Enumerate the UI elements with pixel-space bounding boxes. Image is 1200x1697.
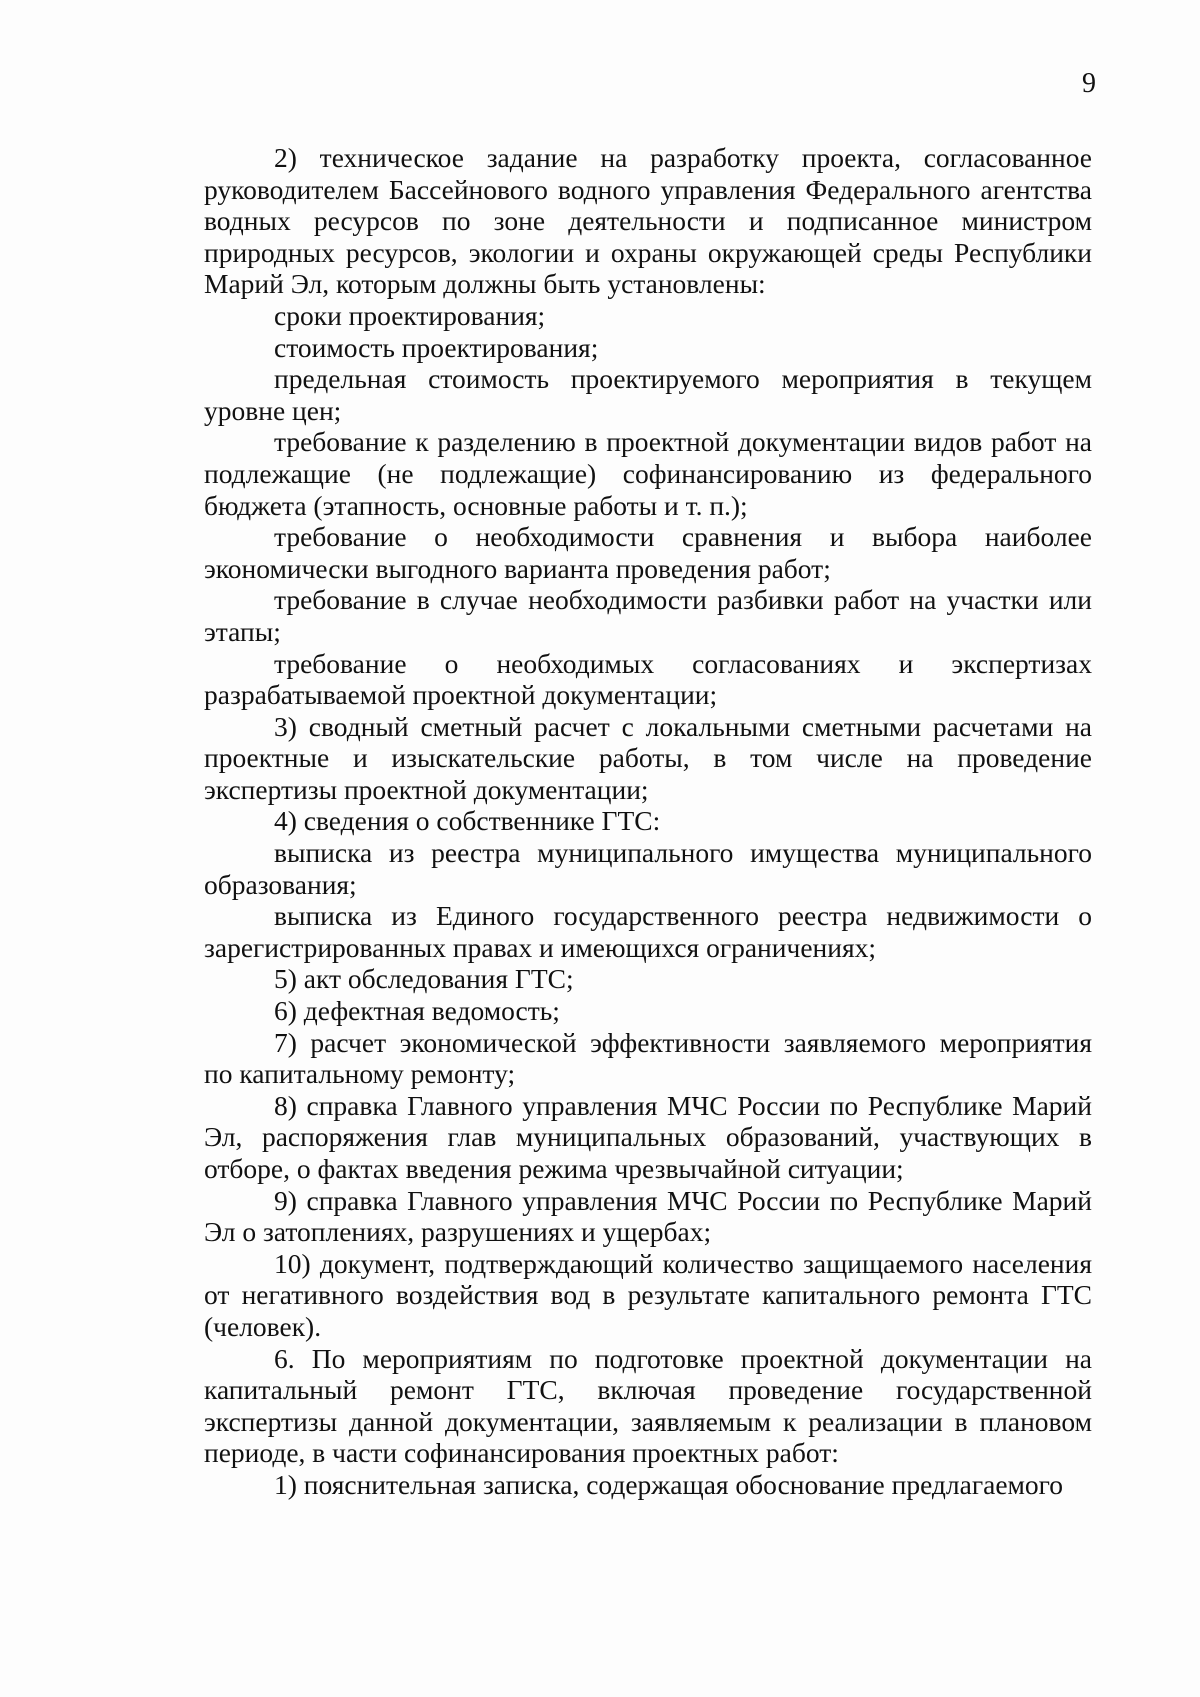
paragraph: 8) справка Главного управления МЧС России по Республике Марий Эл, распоряжения глав муниципальных образований, участвующих в отборе, о фактах введения режима чрезвычайной ситуации;	[204, 1089, 1092, 1184]
paragraph: выписка из Единого государственного реестра недвижимости о зарегистрированных правах и имеющихся ограничениях;	[204, 900, 1092, 963]
page-number: 9	[1082, 68, 1096, 99]
paragraph: 5) акт обследования ГТС;	[274, 963, 574, 995]
paragraph: выписка из реестра муниципального имущества муниципального образования;	[204, 837, 1092, 900]
paragraph: требование о необходимости сравнения и выбора наиболее экономически выгодного варианта проведения работ;	[204, 521, 1092, 584]
document-body	[204, 142, 1092, 1501]
paragraph: стоимость проектирования;	[274, 331, 599, 363]
paragraph: 2) техническое задание на разработку проекта, согласованное руководителем Бассейнового водного управления Федерального агентства водных ресурсов по зоне деятельности и подписанное министром природных ресурсов, экологии и охраны окружающей среды Республики Марий Эл, которым должны быть установлены:	[204, 142, 1092, 300]
paragraph: 1) пояснительная записка, содержащая обоснование предлагаемого	[274, 1468, 1064, 1500]
paragraph: 6. По мероприятиям по подготовке проектной документации на капитальный ремонт ГТС, включая проведение государственной экспертизы данной документации, заявляемым к реализации в плановом периоде, в части софинансирования проектных работ:	[204, 1342, 1092, 1469]
paragraph: сроки проектирования;	[274, 299, 546, 331]
paragraph: 7) расчет экономической эффективности заявляемого мероприятия по капитальному ремонту;	[204, 1026, 1092, 1090]
paragraph: 3) сводный сметный расчет с локальными сметными расчетами на проектные и изыскательские работы, в том числе на проведение экспертизы проектной документации;	[204, 710, 1092, 805]
paragraph: 10) документ, подтверждающий количество защищаемого населения от негативного воздействия вод в результате капитального ремонта ГТС (человек).	[204, 1247, 1092, 1342]
paragraph: требование к разделению в проектной документации видов работ на подлежащие (не подлежащие) софинансированию из федерального бюджета (этапность, основные работы и т. п.);	[204, 426, 1092, 521]
paragraph: 6) дефектная ведомость;	[274, 995, 560, 1027]
paragraph: требование в случае необходимости разбивки работ на участки или этапы;	[204, 584, 1092, 647]
paragraph: требование о необходимых согласованиях и экспертизах разрабатываемой проектной документации;	[204, 647, 1092, 711]
paragraph: 4) сведения о собственнике ГТС:	[274, 805, 661, 837]
paragraph: предельная стоимость проектируемого мероприятия в текущем уровне цен;	[204, 363, 1092, 426]
paragraph: 9) справка Главного управления МЧС России по Республике Марий Эл о затоплениях, разрушениях и ущербах;	[204, 1184, 1092, 1248]
